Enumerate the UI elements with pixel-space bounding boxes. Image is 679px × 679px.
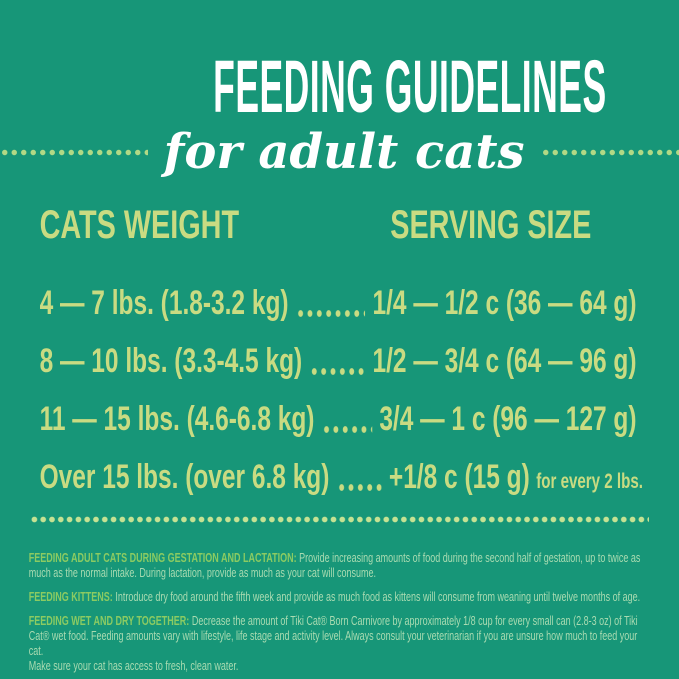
- table-header-row: [0, 204, 679, 250]
- footnote-label: FEEDING ADULT CATS DURING GESTATION AND LACTATION:: [28, 551, 297, 565]
- footnote-wet-dry: [29, 614, 649, 674]
- subtitle-row: [0, 120, 679, 184]
- footnote-text-line2: Make sure your cat has access to fresh, clean water.: [28, 659, 239, 673]
- footnote-text: Introduce dry food around the fifth week and provide as much food as kittens will consume from weaning until twelve months of age.: [115, 590, 641, 604]
- footnote-label: FEEDING WET AND DRY TOGETHER:: [28, 614, 190, 628]
- footnotes: [0, 551, 679, 674]
- serving-value: 1/2 — 3/4 c (64 — 96 g): [372, 342, 637, 380]
- weight-value: 11 — 15 lbs. (4.6-6.8 kg): [39, 400, 315, 438]
- weight-value: 8 — 10 lbs. (3.3-4.5 kg): [39, 342, 303, 380]
- serving-cell: [379, 402, 643, 436]
- column-header-serving-size: SERVING SIZE: [390, 203, 592, 247]
- dotted-divider: [30, 516, 649, 523]
- dot-leader: [296, 310, 366, 317]
- dot-leader: [322, 426, 372, 433]
- weight-value: Over 15 lbs. (over 6.8 kg): [39, 458, 330, 496]
- table-row: [0, 342, 679, 378]
- footnote-text: Provide increasing amounts of food during the second half of gestation, up to twice as much as the normal intake. During lactation, provide as much as your cat will consume.: [28, 551, 641, 580]
- serving-cell: [373, 286, 643, 320]
- column-header-cats-weight: CATS WEIGHT: [39, 203, 240, 247]
- footnote-label: FEEDING KITTENS:: [28, 590, 113, 604]
- table-row: [0, 284, 679, 320]
- table-row: [0, 458, 679, 494]
- table-row: [0, 400, 679, 436]
- title-wrap: [0, 0, 679, 128]
- serving-suffix: for every 2 lbs.: [536, 470, 643, 493]
- dot-leader: [309, 368, 365, 375]
- dot-leader: [337, 484, 382, 491]
- serving-value: 1/4 — 1/2 c (36 — 64 g): [372, 284, 637, 322]
- serving-value: 3/4 — 1 c (96 — 127 g): [379, 400, 637, 438]
- feeding-table: [0, 284, 679, 494]
- footnote-text: Decrease the amount of Tiki Cat® Born Carnivore by approximately 1/8 cup for every small can (2.8-3 oz) of Tiki Cat® wet food. Feeding amounts vary with lifestyle, life stage and activity level. Always consult your veterinarian if you are unsure how much to feed your cat.: [28, 614, 638, 658]
- dotted-line-left: [0, 149, 148, 156]
- weight-value: 4 — 7 lbs. (1.8-3.2 kg): [39, 284, 289, 322]
- dotted-line-right: [541, 149, 679, 156]
- page-subtitle: for adult cats: [163, 124, 525, 180]
- footnote-gestation: [29, 551, 649, 581]
- footnote-kittens: [29, 590, 649, 605]
- page-title: FEEDING GUIDELINES: [213, 45, 607, 128]
- serving-cell: [389, 460, 643, 494]
- serving-cell: [373, 344, 643, 378]
- serving-value: +1/8 c (15 g): [388, 458, 530, 496]
